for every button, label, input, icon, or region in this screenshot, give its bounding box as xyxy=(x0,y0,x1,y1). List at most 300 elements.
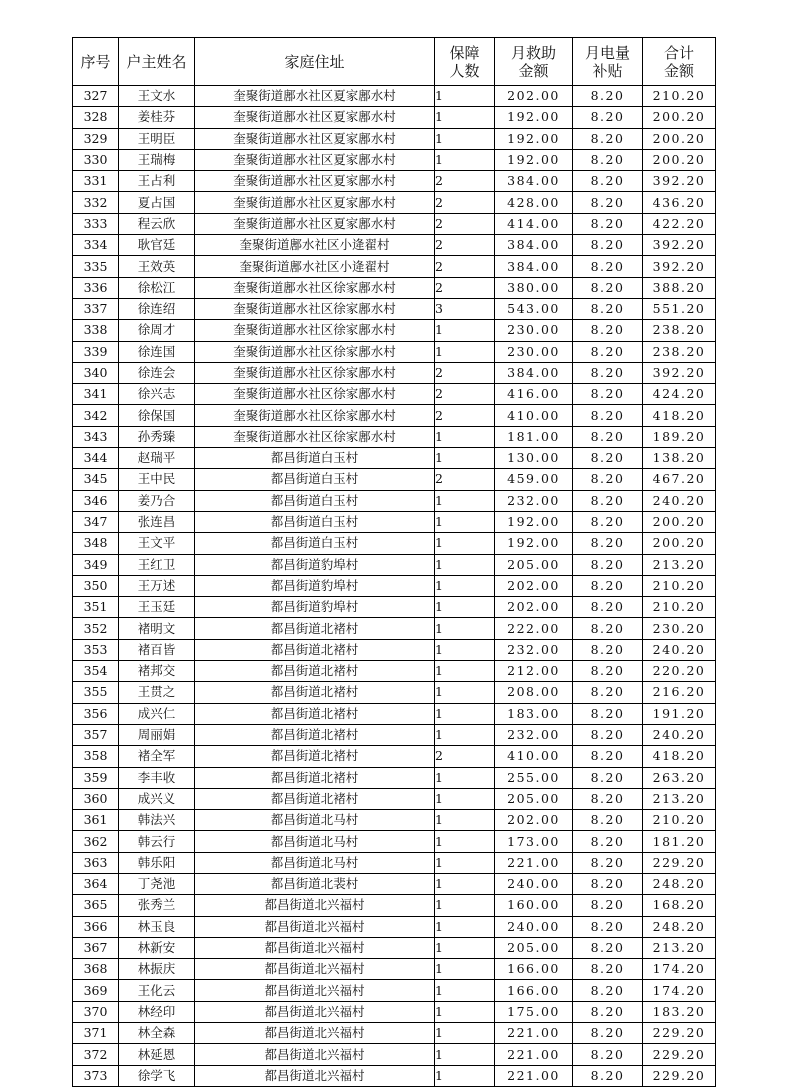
total-amount-cell: 418.20 xyxy=(643,746,716,767)
power-subsidy-cell: 8.20 xyxy=(573,1044,643,1065)
total-amount-cell: 240.20 xyxy=(643,724,716,745)
householder-name-cell: 成兴义 xyxy=(119,788,195,809)
covered-people-cell: 1 xyxy=(435,852,495,873)
covered-people-cell: 2 xyxy=(435,469,495,490)
total-amount-cell: 238.20 xyxy=(643,320,716,341)
table-row xyxy=(73,320,716,341)
householder-name-cell: 王化云 xyxy=(119,980,195,1001)
power-subsidy-cell: 8.20 xyxy=(573,384,643,405)
total-amount-cell: 174.20 xyxy=(643,959,716,980)
home-address-cell: 都昌街道北褚村 xyxy=(195,639,435,660)
total-amount-cell: 392.20 xyxy=(643,171,716,192)
power-subsidy-cell: 8.20 xyxy=(573,597,643,618)
total-amount-cell: 138.20 xyxy=(643,448,716,469)
power-subsidy-cell: 8.20 xyxy=(573,405,643,426)
covered-people-cell: 1 xyxy=(435,448,495,469)
table-row xyxy=(73,341,716,362)
covered-people-cell: 1 xyxy=(435,703,495,724)
monthly-relief-cell: 230.00 xyxy=(495,320,573,341)
total-amount-cell: 240.20 xyxy=(643,490,716,511)
power-subsidy-cell: 8.20 xyxy=(573,235,643,256)
header-total-amount-line2: 金额 xyxy=(663,61,694,80)
power-subsidy-cell: 8.20 xyxy=(573,320,643,341)
covered-people-cell: 1 xyxy=(435,1065,495,1086)
householder-name-cell: 王文水 xyxy=(119,86,195,107)
power-subsidy-cell: 8.20 xyxy=(573,575,643,596)
householder-name-cell: 徐松江 xyxy=(119,277,195,298)
householder-name-cell: 成兴仁 xyxy=(119,703,195,724)
serial-no-cell: 342 xyxy=(73,405,119,426)
householder-name-cell: 王玉廷 xyxy=(119,597,195,618)
covered-people-cell: 1 xyxy=(435,490,495,511)
covered-people-cell: 1 xyxy=(435,810,495,831)
total-amount-cell: 248.20 xyxy=(643,916,716,937)
covered-people-cell: 1 xyxy=(435,426,495,447)
serial-no-cell: 340 xyxy=(73,362,119,383)
home-address-cell: 都昌街道豹埠村 xyxy=(195,554,435,575)
total-amount-cell: 392.20 xyxy=(643,256,716,277)
table-row xyxy=(73,1065,716,1086)
table-row xyxy=(73,788,716,809)
table-row xyxy=(73,554,716,575)
table-row xyxy=(73,149,716,170)
householder-name-cell: 张秀兰 xyxy=(119,895,195,916)
table-row xyxy=(73,107,716,128)
monthly-relief-cell: 255.00 xyxy=(495,767,573,788)
table-row xyxy=(73,916,716,937)
home-address-cell: 奎聚街道鄌水社区夏家鄌水村 xyxy=(195,128,435,149)
home-address-cell: 都昌街道豹埠村 xyxy=(195,575,435,596)
covered-people-cell: 2 xyxy=(435,256,495,277)
table-row xyxy=(73,128,716,149)
serial-no-cell: 367 xyxy=(73,937,119,958)
home-address-cell: 奎聚街道鄌水社区夏家鄌水村 xyxy=(195,86,435,107)
home-address-cell: 奎聚街道鄌水社区徐家鄌水村 xyxy=(195,405,435,426)
power-subsidy-cell: 8.20 xyxy=(573,873,643,894)
monthly-relief-cell: 192.00 xyxy=(495,511,573,532)
serial-no-cell: 362 xyxy=(73,831,119,852)
serial-no-cell: 336 xyxy=(73,277,119,298)
home-address-cell: 都昌街道北兴福村 xyxy=(195,1065,435,1086)
monthly-relief-cell: 173.00 xyxy=(495,831,573,852)
serial-no-cell: 334 xyxy=(73,235,119,256)
total-amount-cell: 229.20 xyxy=(643,1023,716,1044)
table-row xyxy=(73,511,716,532)
power-subsidy-cell: 8.20 xyxy=(573,767,643,788)
monthly-relief-cell: 459.00 xyxy=(495,469,573,490)
monthly-relief-cell: 202.00 xyxy=(495,597,573,618)
monthly-relief-cell: 166.00 xyxy=(495,959,573,980)
householder-name-cell: 徐兴志 xyxy=(119,384,195,405)
serial-no-cell: 353 xyxy=(73,639,119,660)
serial-no-cell: 345 xyxy=(73,469,119,490)
serial-no-cell: 373 xyxy=(73,1065,119,1086)
home-address-cell: 都昌街道豹埠村 xyxy=(195,597,435,618)
home-address-cell: 都昌街道北褚村 xyxy=(195,682,435,703)
monthly-relief-cell: 221.00 xyxy=(495,852,573,873)
table-row xyxy=(73,490,716,511)
total-amount-cell: 248.20 xyxy=(643,873,716,894)
header-monthly-relief xyxy=(495,38,573,86)
header-monthly-relief-line2: 金额 xyxy=(518,61,549,80)
power-subsidy-cell: 8.20 xyxy=(573,171,643,192)
householder-name-cell: 林振庆 xyxy=(119,959,195,980)
power-subsidy-cell: 8.20 xyxy=(573,703,643,724)
householder-name-cell: 程云欣 xyxy=(119,213,195,234)
serial-no-cell: 369 xyxy=(73,980,119,1001)
serial-no-cell: 327 xyxy=(73,86,119,107)
covered-people-cell: 1 xyxy=(435,788,495,809)
table-row xyxy=(73,682,716,703)
serial-no-cell: 344 xyxy=(73,448,119,469)
covered-people-cell: 1 xyxy=(435,639,495,660)
total-amount-cell: 220.20 xyxy=(643,661,716,682)
covered-people-cell: 2 xyxy=(435,192,495,213)
home-address-cell: 奎聚街道鄌水社区夏家鄌水村 xyxy=(195,107,435,128)
covered-people-cell: 1 xyxy=(435,554,495,575)
table-row xyxy=(73,533,716,554)
serial-no-cell: 350 xyxy=(73,575,119,596)
covered-people-cell: 1 xyxy=(435,959,495,980)
total-amount-cell: 238.20 xyxy=(643,341,716,362)
monthly-relief-cell: 208.00 xyxy=(495,682,573,703)
home-address-cell: 奎聚街道鄌水社区徐家鄌水村 xyxy=(195,426,435,447)
monthly-relief-cell: 414.00 xyxy=(495,213,573,234)
householder-name-cell: 林新安 xyxy=(119,937,195,958)
serial-no-cell: 354 xyxy=(73,661,119,682)
total-amount-cell: 392.20 xyxy=(643,235,716,256)
covered-people-cell: 1 xyxy=(435,597,495,618)
total-amount-cell: 422.20 xyxy=(643,213,716,234)
home-address-cell: 都昌街道北褚村 xyxy=(195,788,435,809)
table-row xyxy=(73,448,716,469)
covered-people-cell: 1 xyxy=(435,916,495,937)
power-subsidy-cell: 8.20 xyxy=(573,256,643,277)
monthly-relief-cell: 221.00 xyxy=(495,1023,573,1044)
covered-people-cell: 1 xyxy=(435,980,495,1001)
total-amount-cell: 388.20 xyxy=(643,277,716,298)
serial-no-cell: 333 xyxy=(73,213,119,234)
monthly-relief-cell: 416.00 xyxy=(495,384,573,405)
table-row xyxy=(73,959,716,980)
monthly-relief-cell: 205.00 xyxy=(495,937,573,958)
home-address-cell: 都昌街道北兴福村 xyxy=(195,916,435,937)
serial-no-cell: 341 xyxy=(73,384,119,405)
monthly-relief-cell: 202.00 xyxy=(495,86,573,107)
home-address-cell: 都昌街道北褚村 xyxy=(195,724,435,745)
table-row xyxy=(73,724,716,745)
monthly-relief-cell: 232.00 xyxy=(495,490,573,511)
power-subsidy-cell: 8.20 xyxy=(573,916,643,937)
table-row xyxy=(73,980,716,1001)
serial-no-cell: 368 xyxy=(73,959,119,980)
householder-name-cell: 林经印 xyxy=(119,1001,195,1022)
total-amount-cell: 191.20 xyxy=(643,703,716,724)
total-amount-cell: 174.20 xyxy=(643,980,716,1001)
home-address-cell: 都昌街道北马村 xyxy=(195,852,435,873)
serial-no-cell: 364 xyxy=(73,873,119,894)
home-address-cell: 都昌街道北褚村 xyxy=(195,618,435,639)
householder-name-cell: 王效英 xyxy=(119,256,195,277)
householder-name-cell: 赵瑞平 xyxy=(119,448,195,469)
monthly-relief-cell: 221.00 xyxy=(495,1065,573,1086)
serial-no-cell: 365 xyxy=(73,895,119,916)
monthly-relief-cell: 232.00 xyxy=(495,724,573,745)
covered-people-cell: 1 xyxy=(435,767,495,788)
householder-name-cell: 耿官廷 xyxy=(119,235,195,256)
covered-people-cell: 1 xyxy=(435,895,495,916)
total-amount-cell: 210.20 xyxy=(643,86,716,107)
power-subsidy-cell: 8.20 xyxy=(573,852,643,873)
covered-people-cell: 1 xyxy=(435,831,495,852)
covered-people-cell: 1 xyxy=(435,724,495,745)
power-subsidy-cell: 8.20 xyxy=(573,661,643,682)
serial-no-cell: 332 xyxy=(73,192,119,213)
covered-people-cell: 1 xyxy=(435,1001,495,1022)
total-amount-cell: 229.20 xyxy=(643,1065,716,1086)
total-amount-cell: 213.20 xyxy=(643,937,716,958)
power-subsidy-cell: 8.20 xyxy=(573,277,643,298)
monthly-relief-cell: 384.00 xyxy=(495,235,573,256)
householder-name-cell: 李丰收 xyxy=(119,767,195,788)
total-amount-cell: 200.20 xyxy=(643,149,716,170)
covered-people-cell: 2 xyxy=(435,213,495,234)
covered-people-cell: 1 xyxy=(435,341,495,362)
total-amount-cell: 216.20 xyxy=(643,682,716,703)
householder-name-cell: 姜桂芬 xyxy=(119,107,195,128)
monthly-relief-cell: 205.00 xyxy=(495,788,573,809)
total-amount-cell: 200.20 xyxy=(643,511,716,532)
monthly-relief-cell: 543.00 xyxy=(495,298,573,319)
total-amount-cell: 229.20 xyxy=(643,1044,716,1065)
home-address-cell: 都昌街道白玉村 xyxy=(195,490,435,511)
power-subsidy-cell: 8.20 xyxy=(573,618,643,639)
power-subsidy-cell: 8.20 xyxy=(573,469,643,490)
monthly-relief-cell: 192.00 xyxy=(495,107,573,128)
power-subsidy-cell: 8.20 xyxy=(573,341,643,362)
table-row xyxy=(73,213,716,234)
serial-no-cell: 348 xyxy=(73,533,119,554)
householder-name-cell: 徐连国 xyxy=(119,341,195,362)
serial-no-cell: 330 xyxy=(73,149,119,170)
table-row xyxy=(73,639,716,660)
total-amount-cell: 392.20 xyxy=(643,362,716,383)
table-row xyxy=(73,895,716,916)
monthly-relief-cell: 192.00 xyxy=(495,149,573,170)
serial-no-cell: 372 xyxy=(73,1044,119,1065)
table-row xyxy=(73,298,716,319)
header-householder-name: 户主姓名 xyxy=(119,38,195,86)
householder-name-cell: 韩乐阳 xyxy=(119,852,195,873)
serial-no-cell: 343 xyxy=(73,426,119,447)
home-address-cell: 都昌街道北褚村 xyxy=(195,703,435,724)
monthly-relief-cell: 410.00 xyxy=(495,405,573,426)
householder-name-cell: 林玉良 xyxy=(119,916,195,937)
home-address-cell: 都昌街道北兴福村 xyxy=(195,895,435,916)
householder-name-cell: 褚百皆 xyxy=(119,639,195,660)
monthly-relief-cell: 240.00 xyxy=(495,916,573,937)
covered-people-cell: 1 xyxy=(435,107,495,128)
header-serial-no: 序号 xyxy=(73,38,119,86)
power-subsidy-cell: 8.20 xyxy=(573,895,643,916)
total-amount-cell: 200.20 xyxy=(643,533,716,554)
householder-name-cell: 夏占国 xyxy=(119,192,195,213)
serial-no-cell: 328 xyxy=(73,107,119,128)
covered-people-cell: 1 xyxy=(435,682,495,703)
monthly-relief-cell: 192.00 xyxy=(495,533,573,554)
home-address-cell: 都昌街道北兴福村 xyxy=(195,980,435,1001)
table-body xyxy=(73,86,716,1087)
householder-name-cell: 王占利 xyxy=(119,171,195,192)
householder-name-cell: 褚邦交 xyxy=(119,661,195,682)
home-address-cell: 都昌街道北褚村 xyxy=(195,767,435,788)
power-subsidy-cell: 8.20 xyxy=(573,149,643,170)
covered-people-cell: 1 xyxy=(435,128,495,149)
total-amount-cell: 189.20 xyxy=(643,426,716,447)
householder-name-cell: 张连昌 xyxy=(119,511,195,532)
serial-no-cell: 338 xyxy=(73,320,119,341)
table-row xyxy=(73,618,716,639)
total-amount-cell: 168.20 xyxy=(643,895,716,916)
home-address-cell: 奎聚街道鄌水社区徐家鄌水村 xyxy=(195,384,435,405)
table-row xyxy=(73,703,716,724)
power-subsidy-cell: 8.20 xyxy=(573,213,643,234)
power-subsidy-cell: 8.20 xyxy=(573,128,643,149)
home-address-cell: 都昌街道北兴福村 xyxy=(195,1023,435,1044)
total-amount-cell: 200.20 xyxy=(643,128,716,149)
householder-name-cell: 王中民 xyxy=(119,469,195,490)
power-subsidy-cell: 8.20 xyxy=(573,1001,643,1022)
home-address-cell: 都昌街道北裴村 xyxy=(195,873,435,894)
table-row xyxy=(73,810,716,831)
covered-people-cell: 1 xyxy=(435,149,495,170)
home-address-cell: 奎聚街道鄌水社区小逄翟村 xyxy=(195,235,435,256)
total-amount-cell: 210.20 xyxy=(643,597,716,618)
total-amount-cell: 418.20 xyxy=(643,405,716,426)
serial-no-cell: 357 xyxy=(73,724,119,745)
home-address-cell: 奎聚街道鄌水社区夏家鄌水村 xyxy=(195,149,435,170)
home-address-cell: 奎聚街道鄌水社区夏家鄌水村 xyxy=(195,192,435,213)
serial-no-cell: 337 xyxy=(73,298,119,319)
power-subsidy-cell: 8.20 xyxy=(573,724,643,745)
power-subsidy-cell: 8.20 xyxy=(573,980,643,1001)
table-row xyxy=(73,384,716,405)
householder-name-cell: 姜乃合 xyxy=(119,490,195,511)
monthly-relief-cell: 384.00 xyxy=(495,362,573,383)
serial-no-cell: 331 xyxy=(73,171,119,192)
power-subsidy-cell: 8.20 xyxy=(573,831,643,852)
total-amount-cell: 424.20 xyxy=(643,384,716,405)
power-subsidy-cell: 8.20 xyxy=(573,448,643,469)
home-address-cell: 奎聚街道鄌水社区徐家鄌水村 xyxy=(195,298,435,319)
power-subsidy-cell: 8.20 xyxy=(573,554,643,575)
table-row xyxy=(73,831,716,852)
monthly-relief-cell: 202.00 xyxy=(495,810,573,831)
covered-people-cell: 1 xyxy=(435,575,495,596)
covered-people-cell: 2 xyxy=(435,405,495,426)
table-row xyxy=(73,661,716,682)
monthly-relief-cell: 384.00 xyxy=(495,171,573,192)
total-amount-cell: 183.20 xyxy=(643,1001,716,1022)
total-amount-cell: 436.20 xyxy=(643,192,716,213)
table-row xyxy=(73,1044,716,1065)
header-row xyxy=(73,38,716,86)
householder-name-cell: 韩法兴 xyxy=(119,810,195,831)
householder-name-cell: 褚明文 xyxy=(119,618,195,639)
total-amount-cell: 213.20 xyxy=(643,554,716,575)
serial-no-cell: 361 xyxy=(73,810,119,831)
monthly-relief-cell: 205.00 xyxy=(495,554,573,575)
home-address-cell: 奎聚街道鄌水社区夏家鄌水村 xyxy=(195,213,435,234)
covered-people-cell: 1 xyxy=(435,511,495,532)
table-row xyxy=(73,235,716,256)
covered-people-cell: 1 xyxy=(435,1023,495,1044)
home-address-cell: 都昌街道白玉村 xyxy=(195,533,435,554)
serial-no-cell: 360 xyxy=(73,788,119,809)
covered-people-cell: 2 xyxy=(435,171,495,192)
table-row xyxy=(73,171,716,192)
covered-people-cell: 1 xyxy=(435,86,495,107)
householder-name-cell: 林延恩 xyxy=(119,1044,195,1065)
total-amount-cell: 240.20 xyxy=(643,639,716,660)
serial-no-cell: 366 xyxy=(73,916,119,937)
householder-name-cell: 徐连绍 xyxy=(119,298,195,319)
home-address-cell: 都昌街道北褚村 xyxy=(195,746,435,767)
header-home-address: 家庭住址 xyxy=(195,38,435,86)
serial-no-cell: 339 xyxy=(73,341,119,362)
serial-no-cell: 355 xyxy=(73,682,119,703)
table-row xyxy=(73,575,716,596)
monthly-relief-cell: 160.00 xyxy=(495,895,573,916)
covered-people-cell: 2 xyxy=(435,384,495,405)
table-row xyxy=(73,256,716,277)
monthly-relief-cell: 202.00 xyxy=(495,575,573,596)
total-amount-cell: 210.20 xyxy=(643,575,716,596)
power-subsidy-cell: 8.20 xyxy=(573,959,643,980)
covered-people-cell: 1 xyxy=(435,873,495,894)
covered-people-cell: 1 xyxy=(435,1044,495,1065)
table-row xyxy=(73,86,716,107)
home-address-cell: 都昌街道北兴福村 xyxy=(195,959,435,980)
covered-people-cell: 3 xyxy=(435,298,495,319)
monthly-relief-cell: 166.00 xyxy=(495,980,573,1001)
power-subsidy-cell: 8.20 xyxy=(573,1023,643,1044)
header-total-amount-line1: 合计 xyxy=(663,43,694,62)
table-row xyxy=(73,362,716,383)
monthly-relief-cell: 232.00 xyxy=(495,639,573,660)
header-monthly-relief-line1: 月救助 xyxy=(510,43,556,62)
householder-name-cell: 王文平 xyxy=(119,533,195,554)
home-address-cell: 都昌街道北兴福村 xyxy=(195,1001,435,1022)
serial-no-cell: 347 xyxy=(73,511,119,532)
power-subsidy-cell: 8.20 xyxy=(573,362,643,383)
power-subsidy-cell: 8.20 xyxy=(573,533,643,554)
power-subsidy-cell: 8.20 xyxy=(573,788,643,809)
householder-name-cell: 王瑞梅 xyxy=(119,149,195,170)
power-subsidy-cell: 8.20 xyxy=(573,511,643,532)
serial-no-cell: 359 xyxy=(73,767,119,788)
table-row xyxy=(73,426,716,447)
header-covered-people xyxy=(435,38,495,86)
covered-people-cell: 2 xyxy=(435,746,495,767)
householder-name-cell: 徐周才 xyxy=(119,320,195,341)
table-row xyxy=(73,469,716,490)
home-address-cell: 都昌街道白玉村 xyxy=(195,448,435,469)
householder-name-cell: 褚全军 xyxy=(119,746,195,767)
power-subsidy-cell: 8.20 xyxy=(573,1065,643,1086)
serial-no-cell: 370 xyxy=(73,1001,119,1022)
header-covered-people-line2: 人数 xyxy=(449,61,480,80)
